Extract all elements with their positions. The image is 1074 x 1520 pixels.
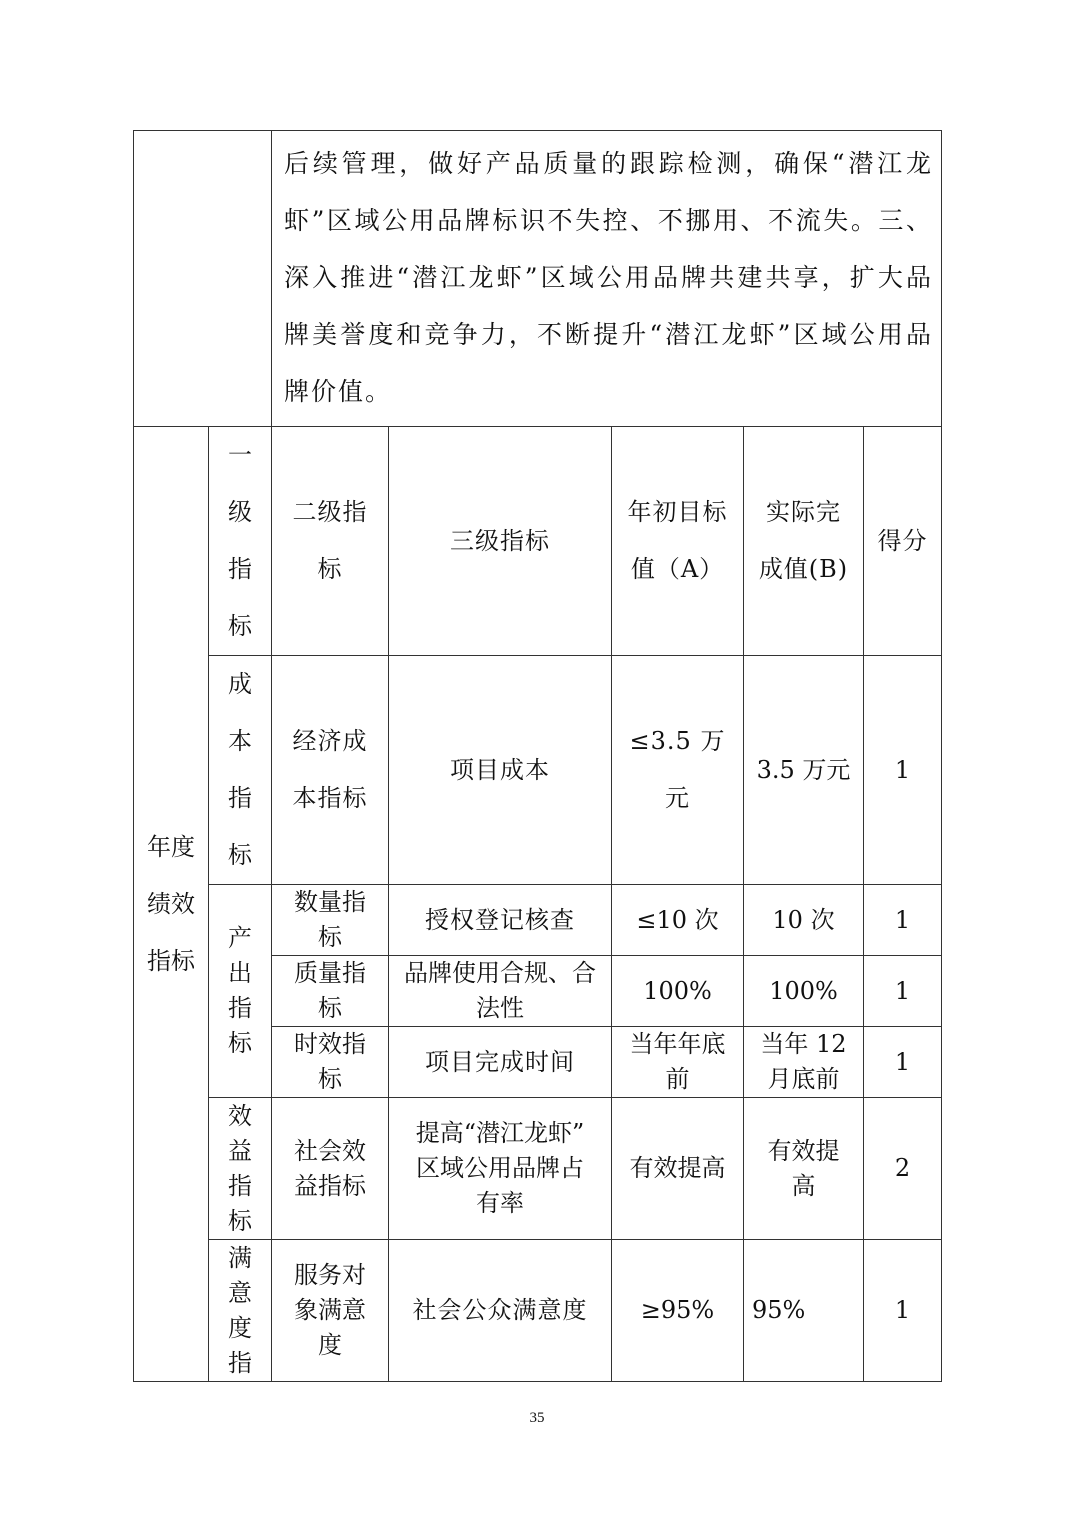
level1-cost: 成 本 指 标	[209, 656, 272, 885]
actual-benefit: 有效提 高	[744, 1098, 864, 1240]
level3-benefit: 提高“潜江龙虾” 区域公用品牌占 有率	[389, 1098, 612, 1240]
header-actual: 实际完 成值(B)	[744, 427, 864, 656]
table-row	[134, 656, 942, 885]
header-row	[134, 427, 942, 656]
target-quality: 100%	[612, 956, 744, 1027]
actual-quantity: 10 次	[744, 885, 864, 956]
header-target: 年初目标 值（A）	[612, 427, 744, 656]
actual-cost: 3.5 万元	[744, 656, 864, 885]
actual-timeliness: 当年 12 月底前	[744, 1027, 864, 1098]
level3-quality: 品牌使用合规、合 法性	[389, 956, 612, 1027]
page-number: 35	[529, 1410, 545, 1426]
header-level3: 三级指标	[389, 427, 612, 656]
score-quality: 1	[864, 956, 942, 1027]
target-benefit: 有效提高	[612, 1098, 744, 1240]
goal-paragraph: 后续管理，做好产品质量的跟踪检测，确保“潜江龙虾”区域公用品牌标识不失控、不挪用、不流失。三、深入推进“潜江龙虾”区域公用品牌共建共享，扩大品牌美誉度和竞争力，不断提升“潜江龙虾”区域公用品牌价值。	[272, 131, 942, 427]
category-label: 绩效	[147, 889, 195, 918]
score-timeliness: 1	[864, 1027, 942, 1098]
level2-quantity: 数量指 标	[272, 885, 389, 956]
level3-quantity: 授权登记核查	[389, 885, 612, 956]
category-cell	[134, 427, 209, 1382]
level1-benefit: 效 益 指 标	[209, 1098, 272, 1240]
table-row	[134, 1098, 942, 1240]
level2-cost: 经济成 本指标	[272, 656, 389, 885]
score-satisfaction: 1	[864, 1240, 942, 1382]
score-cost: 1	[864, 656, 942, 885]
header-score: 得分	[864, 427, 942, 656]
category-label: 指标	[147, 946, 195, 975]
header-level1: 一 级 指 标	[209, 427, 272, 656]
level2-timeliness: 时效指 标	[272, 1027, 389, 1098]
performance-table	[133, 130, 942, 1382]
actual-satisfaction: 95%	[744, 1240, 864, 1382]
level2-benefit: 社会效 益指标	[272, 1098, 389, 1240]
level3-timeliness: 项目完成时间	[389, 1027, 612, 1098]
table-row	[134, 885, 942, 956]
score-quantity: 1	[864, 885, 942, 956]
category-label: 年度	[147, 832, 195, 861]
level3-satisfaction: 社会公众满意度	[389, 1240, 612, 1382]
score-benefit: 2	[864, 1098, 942, 1240]
actual-quality: 100%	[744, 956, 864, 1027]
level3-cost: 项目成本	[389, 656, 612, 885]
target-cost: ≤3.5 万 元	[612, 656, 744, 885]
paragraph-row	[134, 131, 942, 427]
header-level2: 二级指 标	[272, 427, 389, 656]
level2-satisfaction: 服务对 象满意 度	[272, 1240, 389, 1382]
level1-output: 产 出 指 标	[209, 885, 272, 1098]
target-quantity: ≤10 次	[612, 885, 744, 956]
target-timeliness: 当年年底 前	[612, 1027, 744, 1098]
level1-satisfaction: 满 意 度 指	[209, 1240, 272, 1382]
target-satisfaction: ≥95%	[612, 1240, 744, 1382]
table-row	[134, 1240, 942, 1382]
empty-cell	[134, 131, 272, 427]
level2-quality: 质量指 标	[272, 956, 389, 1027]
